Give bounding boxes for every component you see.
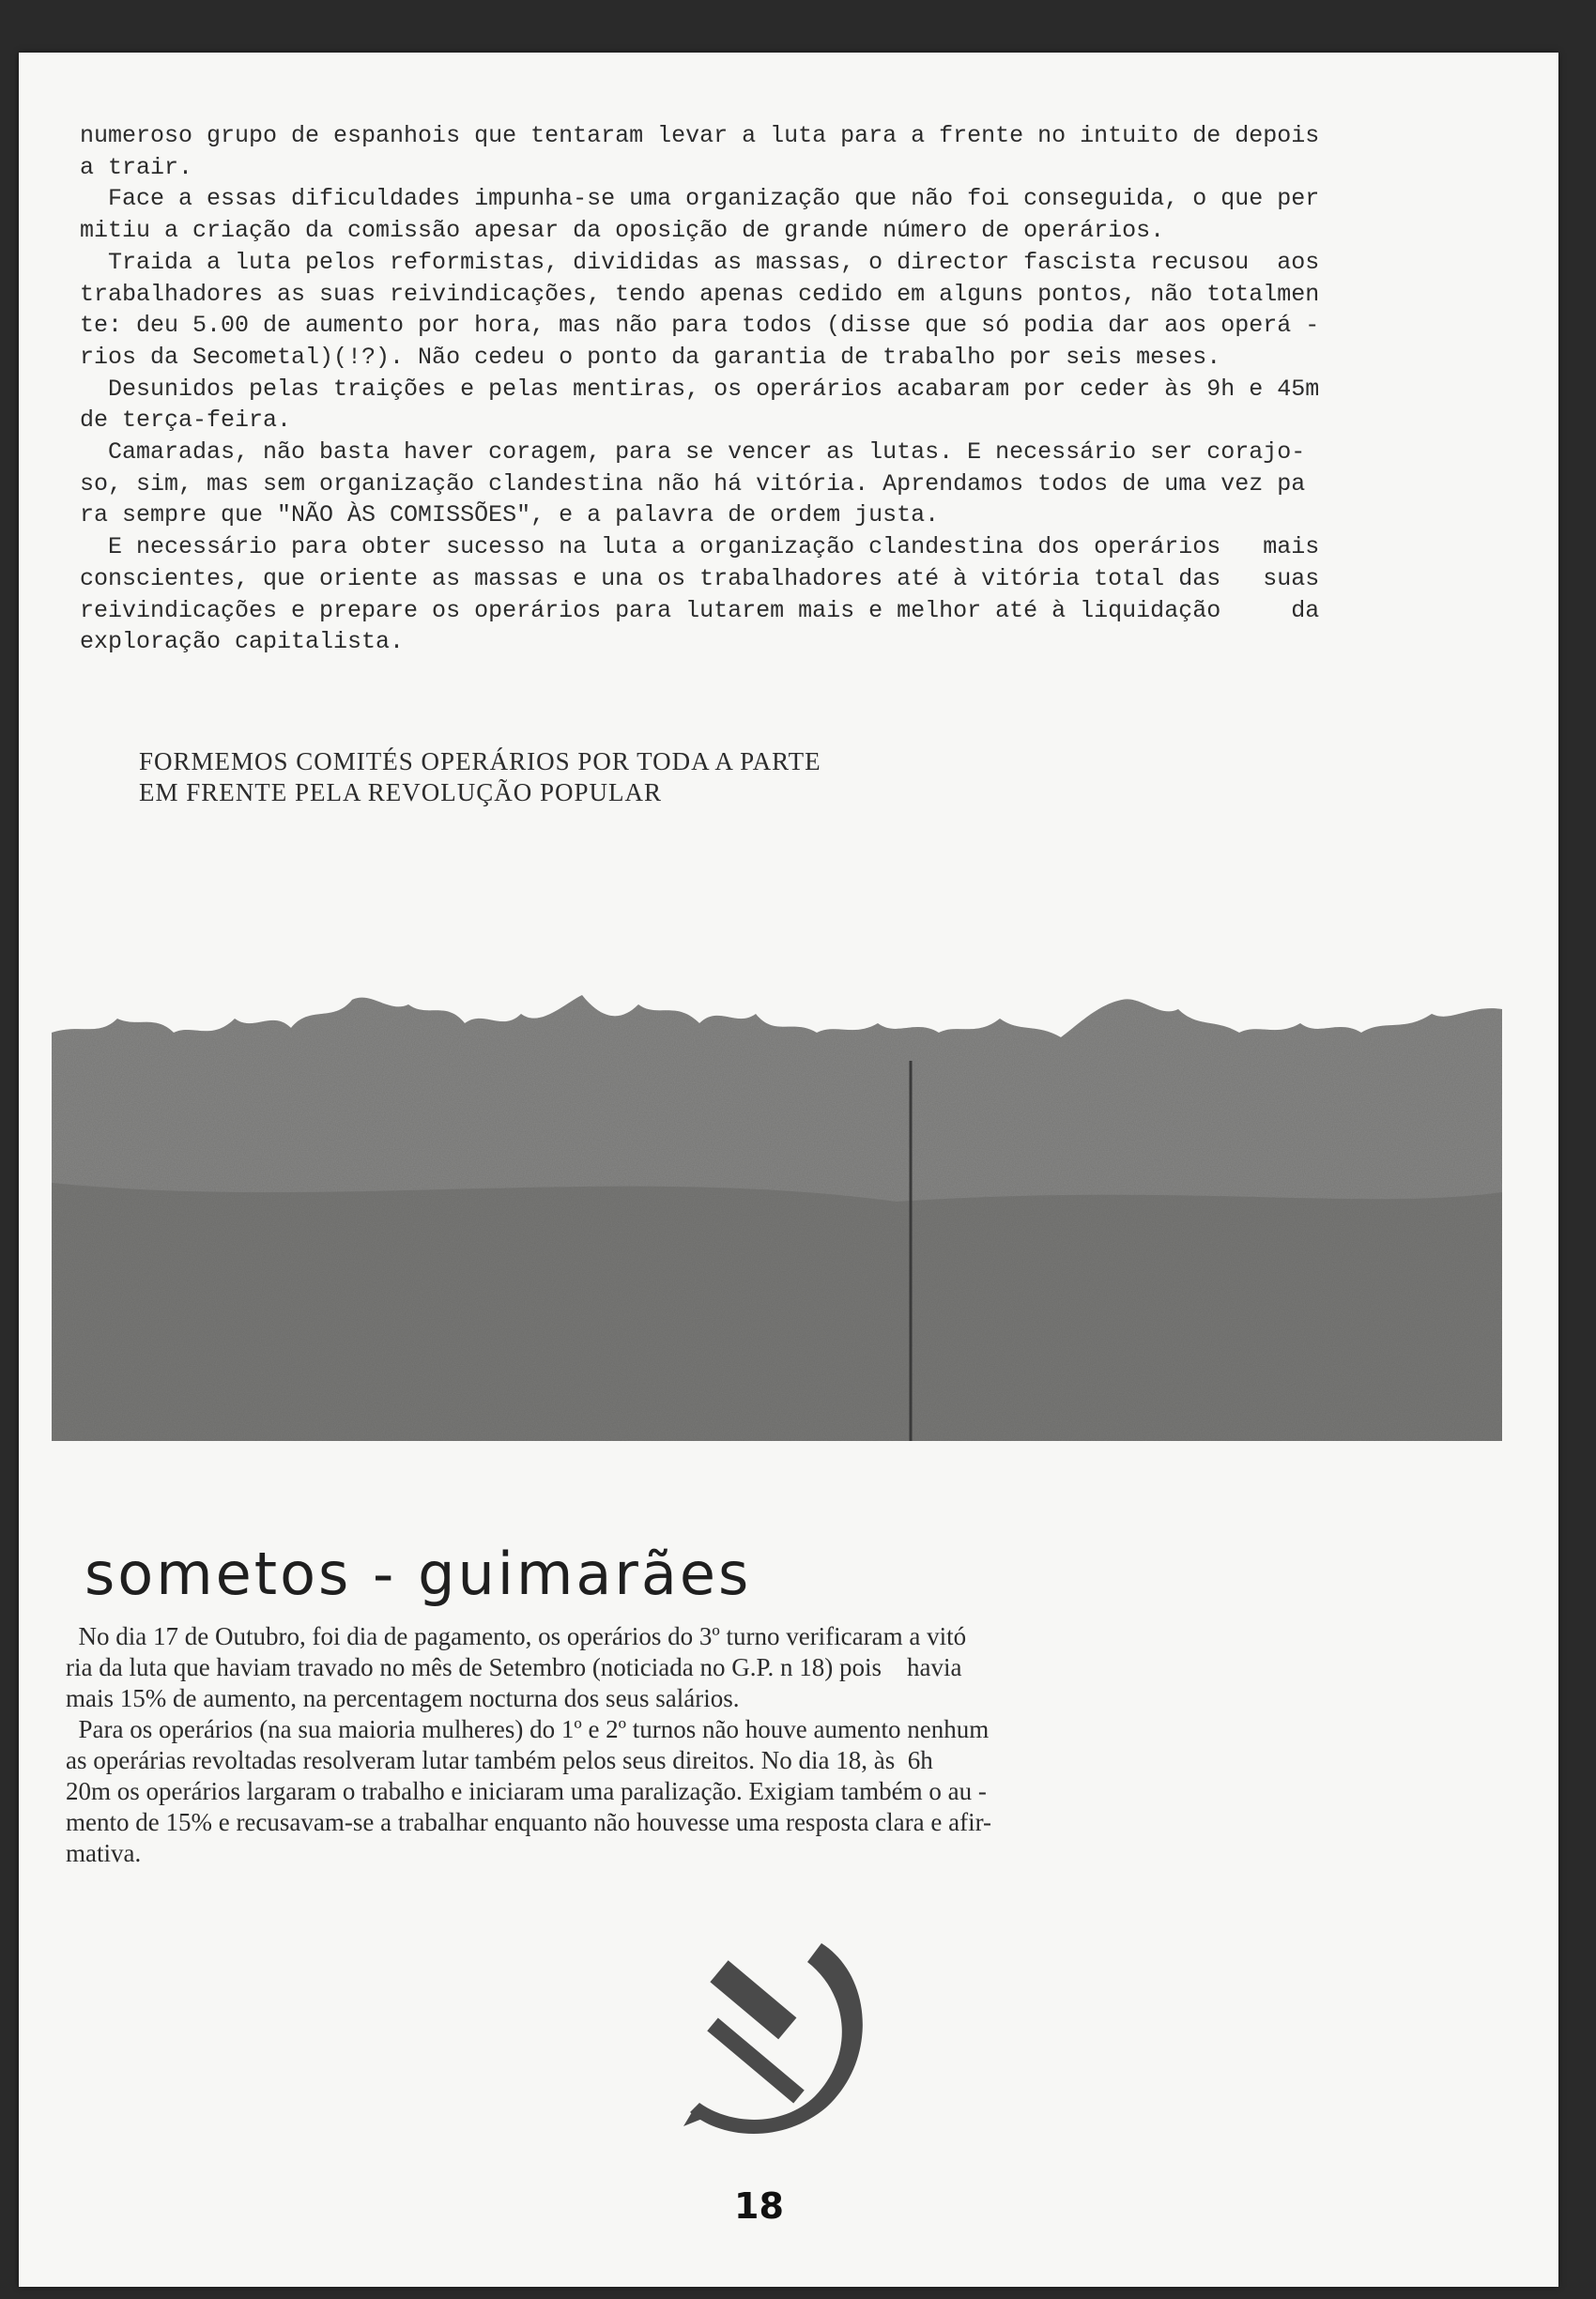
text-line: Para os operários (na sua maioria mulheres) do 1º e 2º turnos não houve aumento nenhum [66,1715,990,1743]
text-line: mento de 15% e recusavam-se a trabalhar enquanto não houvesse uma resposta clara e afir- [66,1808,992,1836]
text-line: Camaradas, não basta haver coragem, para se vencer as lutas. E necessário ser corajo- [80,438,1306,467]
text-line: mativa. [66,1839,142,1867]
text-line: trabalhadores as suas reivindicações, tendo apenas cedido em alguns pontos, não totalmen [80,280,1320,308]
text-line: mitiu a criação da comissão apesar da oposição de grande número de operários. [80,217,1165,245]
slogan [139,746,821,808]
text-line: Face a essas dificuldades impunha-se uma organização que não foi conseguida, o que per [80,185,1320,213]
slogan-line: EM FRENTE PELA REVOLUÇÃO POPULAR [139,778,663,806]
text-line: reivindicações e prepare os operários para lutarem mais e melhor até à liquidação da [80,596,1320,624]
text-line: a trair. [80,153,193,181]
text-line: exploração capitalista. [80,628,405,656]
headline: sometos - guimarães [84,1540,752,1608]
text-line: so, sim, mas sem organização clandestina não há vitória. Aprendamos todos de uma vez pa [80,469,1306,498]
text-line: 20m os operários largaram o trabalho e iniciaram uma paralização. Exigiam também o au - [66,1777,987,1805]
article-bottom [66,1621,1474,1869]
text-line: Desunidos pelas traições e pelas mentiras, os operários acabaram por ceder às 9h e 45m [80,375,1320,403]
text-line: rios da Secometal)(!?). Não cedeu o ponto da garantia de trabalho por seis meses. [80,343,1221,371]
text-line: numeroso grupo de espanhois que tentaram levar a luta para a frente no intuito de depois [80,122,1320,149]
text-line: ria da luta que haviam travado no mês de Setembro (noticiada no G.P. n 18) pois havia [66,1653,962,1681]
hammer-and-sickle-icon [657,1920,882,2145]
text-line: Traida a luta pelos reformistas, divididas as massas, o director fascista recusou aos [80,248,1320,276]
slogan-line: FORMEMOS COMITÉS OPERÁRIOS POR TODA A PARTE [139,747,821,775]
text-line: as operárias revoltadas resolveram lutar também pelos seus direitos. No dia 18, às 6h [66,1746,933,1774]
page-number: 18 [734,2185,784,2227]
text-line: te: deu 5.00 de aumento por hora, mas não para todos (disse que só podia dar aos operá - [80,312,1320,340]
text-line: ra sempre que "NÃO ÀS COMISSÕES", e a palavra de ordem justa. [80,501,940,529]
crowd-photo [52,967,1502,1441]
text-line: No dia 17 de Outubro, foi dia de pagamento, os operários do 3º turno verificaram a vitó [66,1622,967,1650]
text-line: de terça-feira. [80,406,292,435]
text-line: E necessário para obter sucesso na luta a organização clandestina dos operários mais [80,533,1320,561]
text-line: mais 15% de aumento, na percentagem nocturna dos seus salários. [66,1684,740,1712]
text-line: conscientes, que oriente as massas e una os trabalhadores até à vitória total das suas [80,564,1320,592]
article-top [80,120,1455,658]
